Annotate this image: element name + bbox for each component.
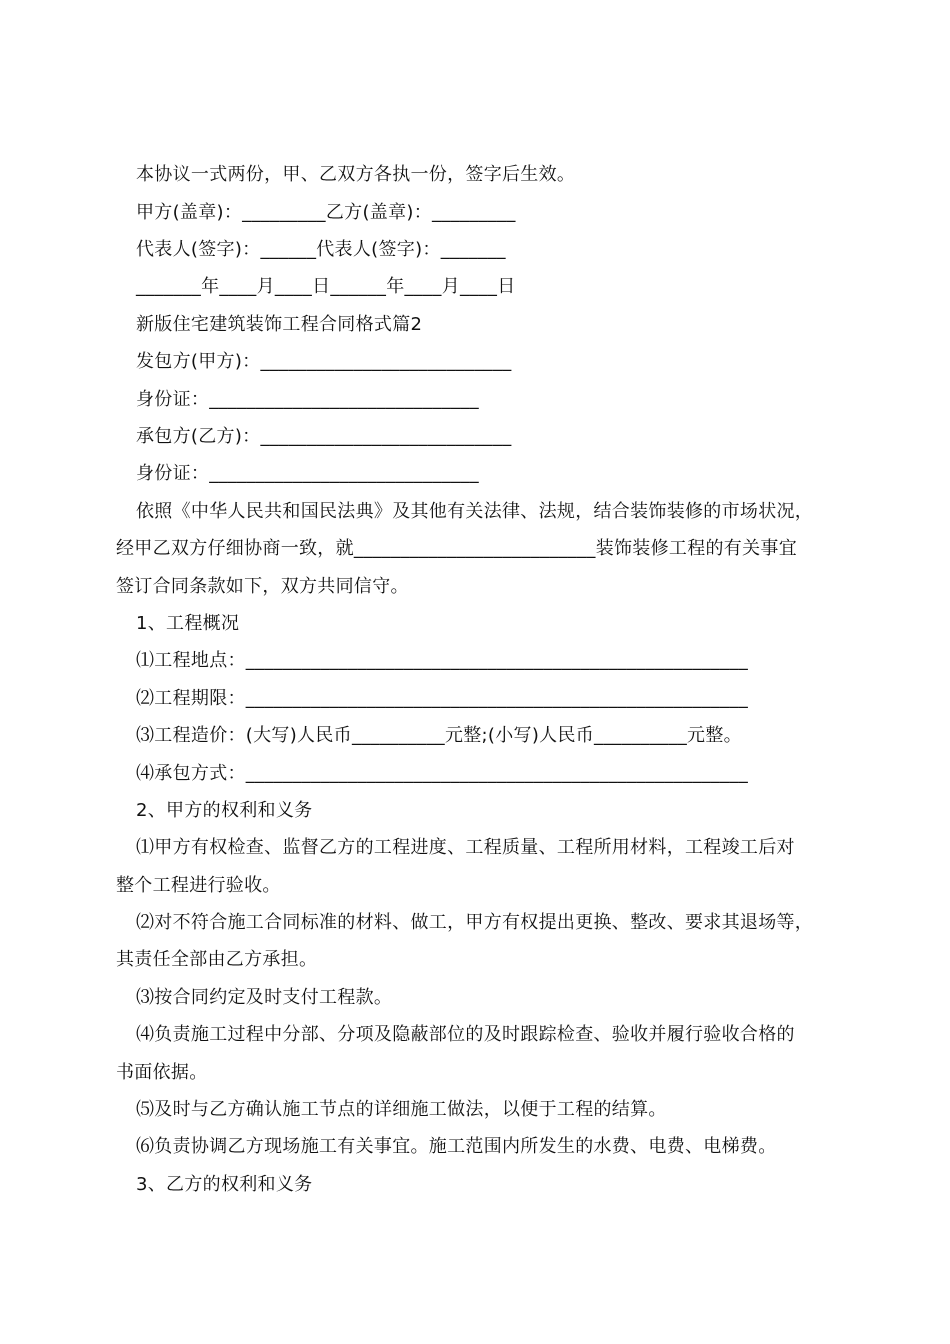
list-item: 书面依据。 (116, 1062, 208, 1083)
list-item: ⑹负责协调乙方现场施工有关事宜。施工范围内所发生的水费、电费、电梯费。 (136, 1136, 777, 1157)
list-item: ⑸及时与乙方确认施工节点的详细施工做法，以便于工程的结算。 (136, 1099, 667, 1120)
signature-line-date: _______年____月____日______年____月____日 (136, 276, 516, 297)
paragraph-line: 依照《中华人民共和国民法典》及其他有关法律、法规，结合装饰装修的市场状况， (136, 501, 814, 522)
section-title: 新版住宅建筑装饰工程合同格式篇2 (136, 314, 423, 335)
list-item: ⑷负责施工过程中分部、分项及隐蔽部位的及时跟踪检查、验收并履行验收合格的 (136, 1024, 795, 1045)
item-cost: ⑶工程造价：(大写)人民币__________元整;(小写)人民币__________元整。 (136, 725, 742, 746)
heading-1: 1、工程概况 (136, 613, 240, 634)
list-item: 其责任全部由乙方承担。 (116, 949, 318, 970)
list-item: ⑶按合同约定及时支付工程款。 (136, 987, 393, 1008)
signature-line-representative: 代表人(签字)：______代表人(签字)：_______ (136, 239, 506, 260)
item-location: ⑴工程地点：______________________________________________________ (136, 650, 748, 671)
heading-2: 2、甲方的权利和义务 (136, 800, 313, 821)
item-period: ⑵工程期限：______________________________________________________ (136, 688, 748, 709)
list-item: ⑵对不符合施工合同标准的材料、做工，甲方有权提出更换、整改、要求其退场等， (136, 912, 814, 933)
signature-line-stamp: 甲方(盖章)：_________乙方(盖章)：_________ (136, 202, 516, 223)
party-a-line: 发包方(甲方)：___________________________ (136, 351, 512, 372)
party-a-id-line: 身份证：_____________________________ (136, 389, 479, 410)
party-b-line: 承包方(乙方)：___________________________ (136, 426, 512, 447)
paragraph-line: 经甲乙双方仔细协商一致，就__________________________装饰装修工程的有关事宜 (116, 538, 797, 559)
text-line: 本协议一式两份，甲、乙双方各执一份，签字后生效。 (136, 164, 576, 185)
item-method: ⑷承包方式：______________________________________________________ (136, 763, 748, 784)
party-b-id-line: 身份证：_____________________________ (136, 463, 479, 484)
list-item: 整个工程进行验收。 (116, 875, 281, 896)
list-item: ⑴甲方有权检查、监督乙方的工程进度、工程质量、工程所用材料，工程竣工后对 (136, 837, 795, 858)
paragraph-line: 签订合同条款如下，双方共同信守。 (116, 576, 409, 597)
heading-3: 3、乙方的权利和义务 (136, 1174, 313, 1195)
